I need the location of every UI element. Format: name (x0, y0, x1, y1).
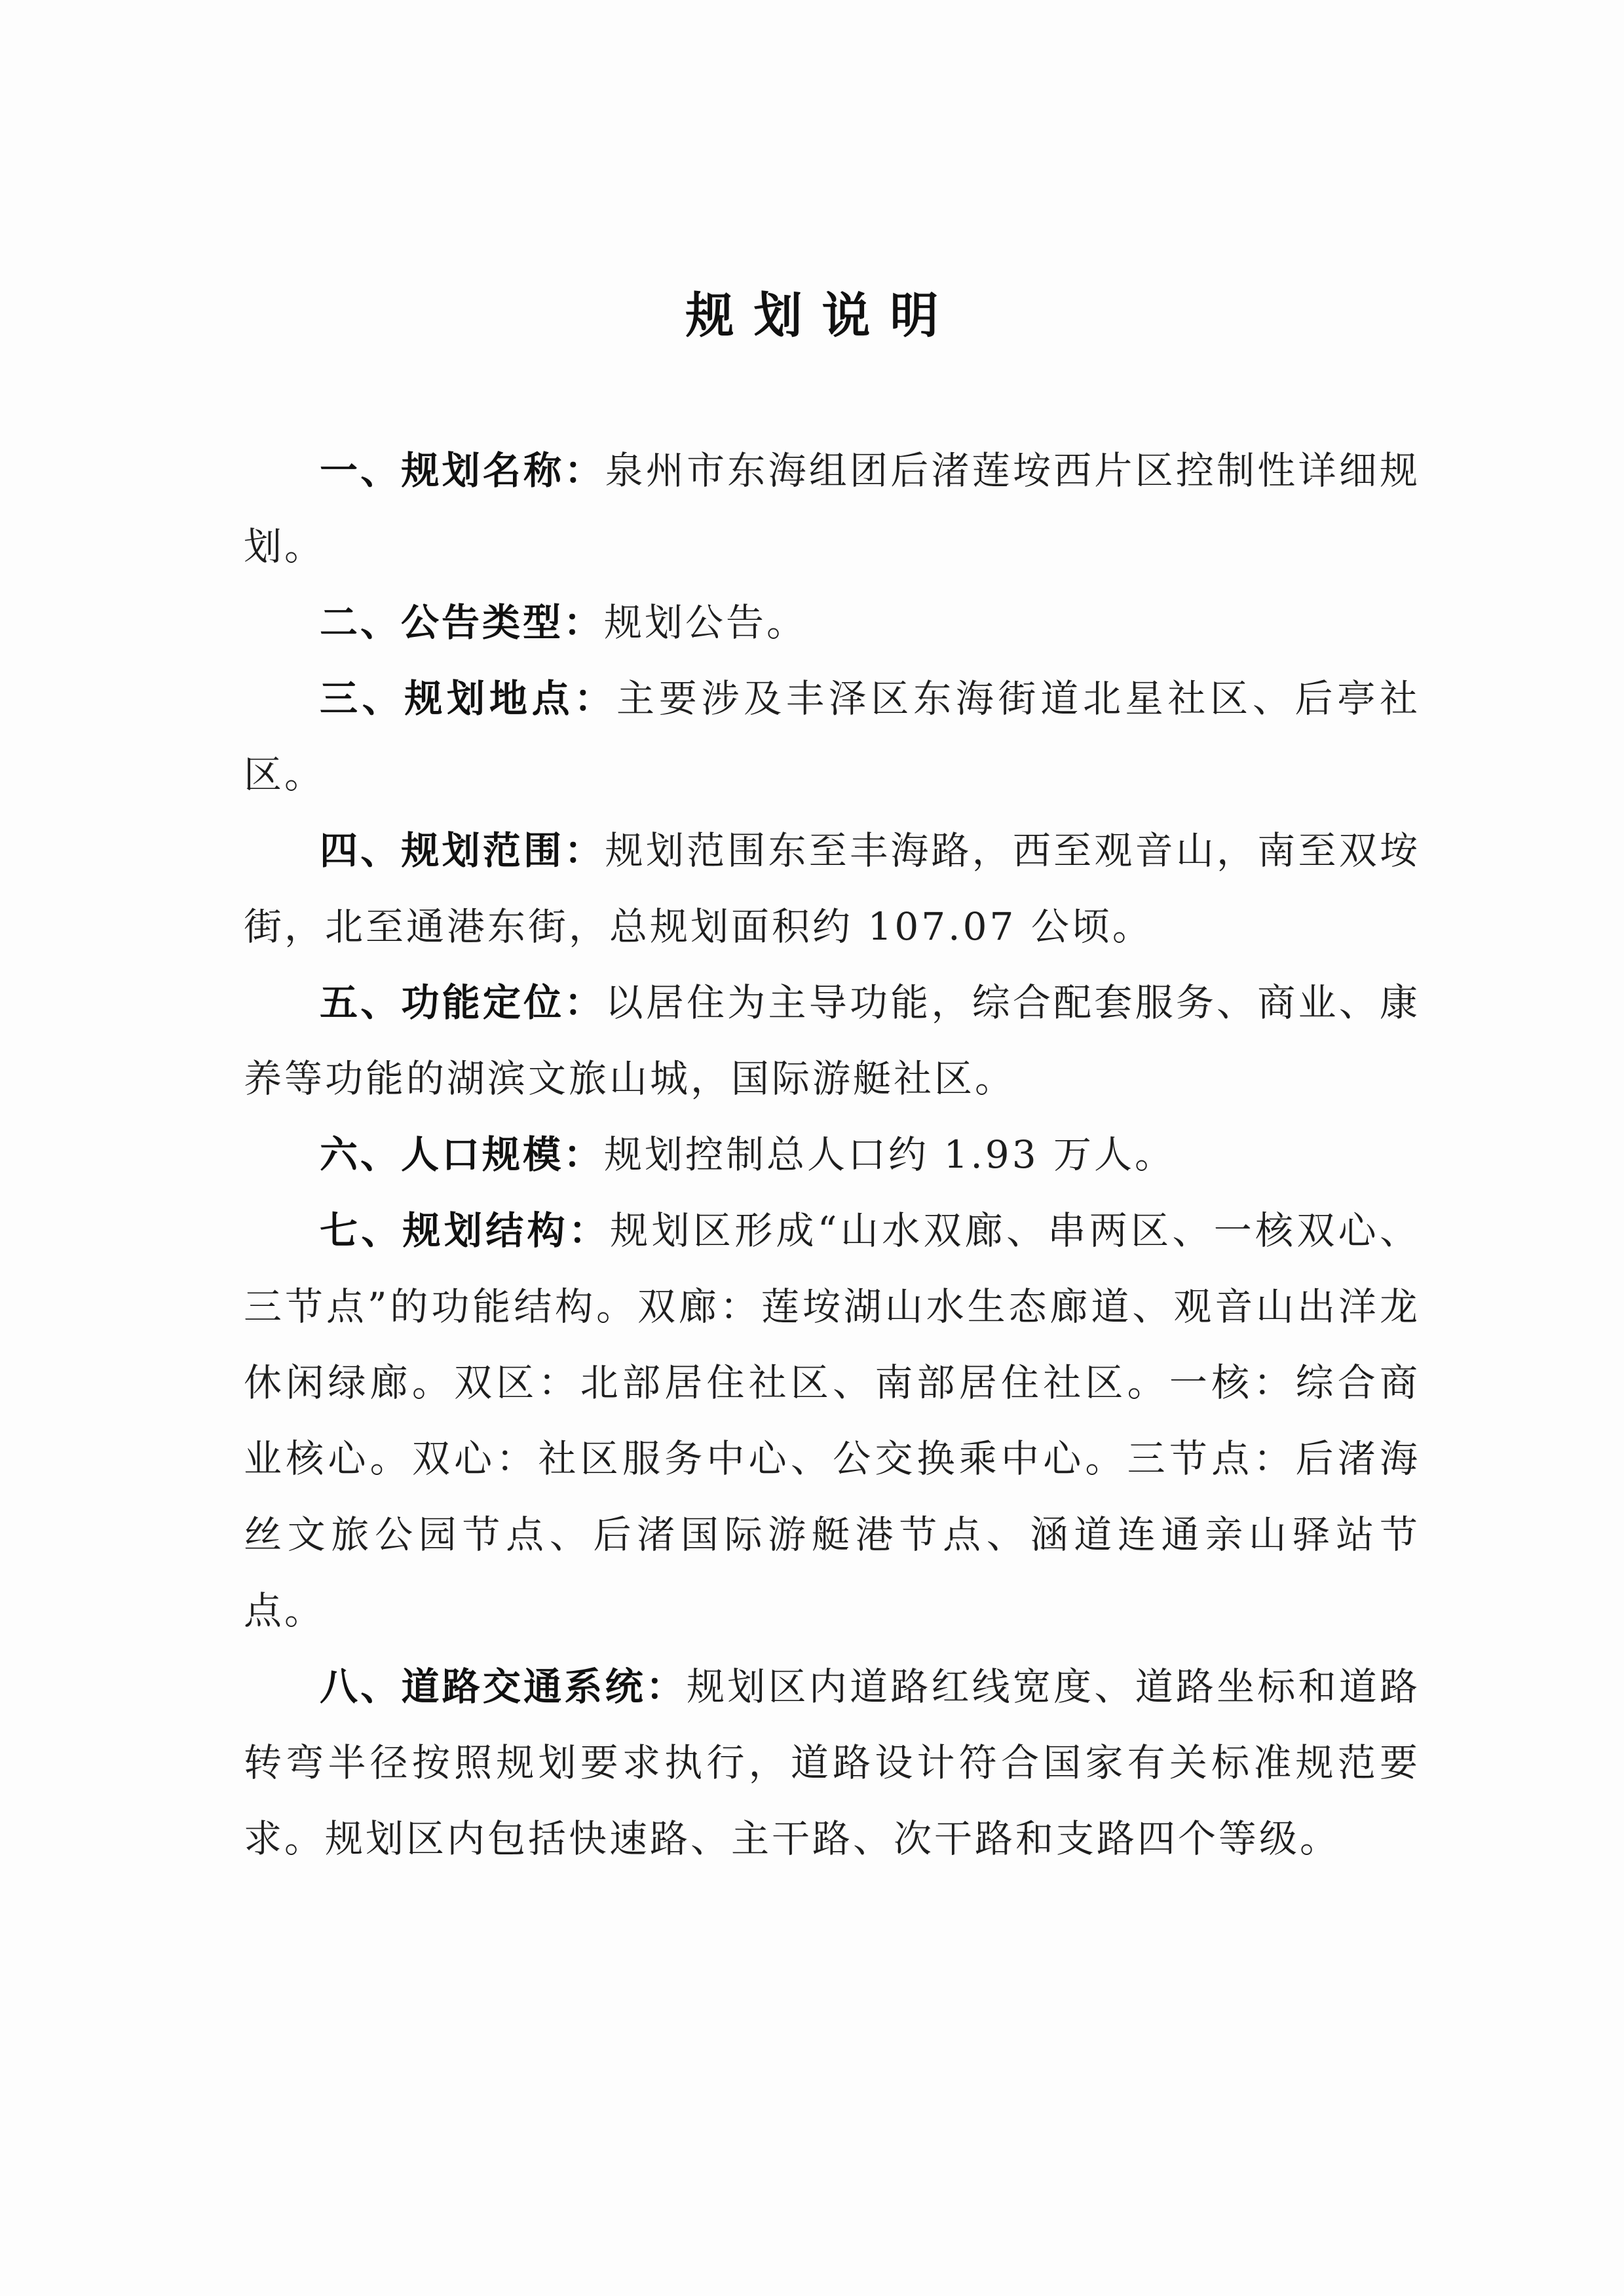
section-function-positioning (244, 965, 1420, 1117)
section-label: 七、规划结构： (320, 1208, 611, 1253)
section-text: 规划区内道路红线宽度、道路坐标和道路转弯半径按照规划要求执行，道路设计符合国家有关标准规范要求。规划区内包括快速路、主干路、次干路和支路四个等级。 (244, 1664, 1420, 1861)
section-label: 八、道路交通系统： (320, 1664, 687, 1709)
section-label: 一、规划名称： (320, 448, 605, 493)
section-label: 五、功能定位： (320, 980, 605, 1025)
section-label: 三、规划地点： (320, 676, 617, 721)
section-planning-name (244, 432, 1420, 584)
section-text: 规划控制总人口约 1.93 万人。 (604, 1132, 1176, 1177)
section-label: 四、规划范围： (320, 828, 605, 873)
section-label: 六、人口规模： (320, 1132, 605, 1177)
section-road-traffic-system (244, 1649, 1420, 1877)
section-notice-type (244, 584, 1420, 660)
section-text: 规划范围东至丰海路，西至观音山，南至双垵街，北至通港东街，总规划面积约 107.07 公顷。 (244, 828, 1420, 949)
section-planning-scope (244, 813, 1420, 965)
section-text: 以居住为主导功能，综合配套服务、商业、康养等功能的湖滨文旅山城，国际游艇社区。 (244, 980, 1420, 1101)
section-text: 主要涉及丰泽区东海街道北星社区、后亭社区。 (244, 676, 1420, 797)
section-text: 规划区形成“山水双廊、串两区、一核双心、三节点”的功能结构。双廊：莲垵湖山水生态廊道、观音山出洋龙休闲绿廊。双区：北部居住社区、南部居住社区。一核：综合商业核心。双心：社区服务中心、公交换乘中心。三节点：后渚海丝文旅公园节点、后渚国际游艇港节点、涵道连通亲山驿站节点。 (244, 1208, 1420, 1633)
section-text: 泉州市东海组团后渚莲垵西片区控制性详细规划。 (244, 448, 1420, 569)
section-planning-location (244, 660, 1420, 813)
section-label: 二、公告类型： (320, 600, 605, 645)
document-body (244, 432, 1420, 1877)
document-title: 规划说明 (685, 288, 958, 344)
section-planning-structure (244, 1193, 1420, 1649)
section-population-scale (244, 1117, 1420, 1193)
section-text: 规划公告。 (604, 600, 808, 645)
